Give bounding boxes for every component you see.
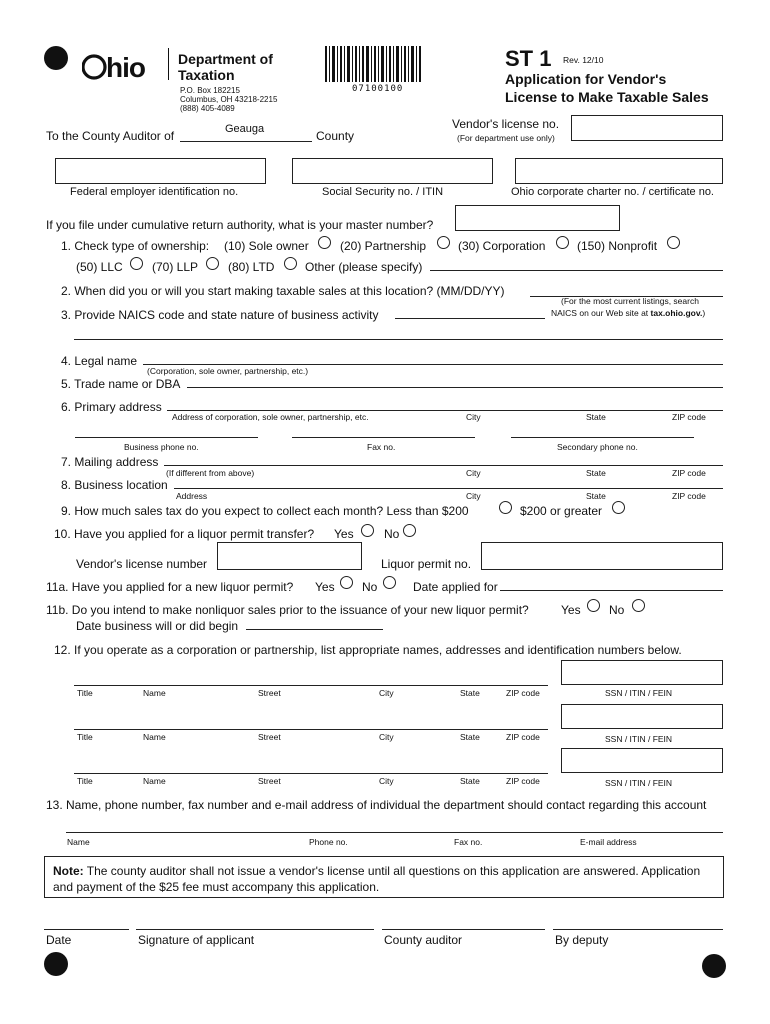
- officer-row-2-street: Street: [258, 732, 281, 742]
- naics-input[interactable]: [395, 318, 545, 319]
- county-auditor-label: To the County Auditor of: [46, 129, 175, 143]
- location-zip-label: ZIP code: [672, 491, 706, 501]
- county-line: [180, 141, 312, 142]
- ssn-label: Social Security no. / ITIN: [322, 186, 444, 198]
- legal-name-input[interactable]: [143, 364, 723, 365]
- liquor-transfer-yes-radio[interactable]: [361, 524, 374, 537]
- business-phone-input[interactable]: [75, 437, 258, 438]
- officer-row-2-id-input[interactable]: [561, 704, 723, 729]
- officer-row-3-state: State: [460, 776, 480, 786]
- department-name-line1: Department of: [178, 51, 273, 67]
- location-address-sub: Address: [176, 491, 208, 501]
- nonliquor-no-radio[interactable]: [632, 599, 645, 612]
- department-address-line2: Columbus, OH 43218-2215: [180, 95, 278, 104]
- ownership-corporation-label: (30) Corporation: [458, 239, 546, 253]
- new-liquor-no-radio[interactable]: [383, 576, 396, 589]
- ownership-sole-owner-label: (10) Sole owner: [224, 239, 309, 253]
- naics-note-line2: [551, 309, 705, 318]
- mailing-address-input[interactable]: [164, 465, 723, 466]
- form-title-line2: License to Make Taxable Sales: [505, 89, 709, 105]
- master-number-label: If you file under cumulative return authority, what is your master number?: [46, 218, 434, 232]
- nonliquor-no-label: No: [609, 603, 625, 617]
- date-applied-label: Date applied for: [413, 580, 498, 594]
- business-location-input[interactable]: [174, 488, 723, 489]
- contact-name-label: Name: [67, 837, 90, 847]
- contact-email-label: E-mail address: [580, 837, 637, 847]
- legal-name-note: (Corporation, sole owner, partnership, etc.): [147, 366, 309, 376]
- registration-mark-bottom-left: [44, 952, 68, 976]
- ownership-label: 1. Check type of ownership:: [61, 239, 210, 253]
- new-liquor-no-label: No: [362, 580, 378, 594]
- note-text-line2: and payment of the $25 fee must accompany this application.: [53, 880, 380, 894]
- officer-row-1-state: State: [460, 688, 480, 698]
- officer-row-1-id-input[interactable]: [561, 660, 723, 685]
- ssn-input[interactable]: [292, 158, 493, 184]
- officer-row-2-city: City: [379, 732, 394, 742]
- liquor-transfer-yes-label: Yes: [334, 527, 354, 541]
- monthly-tax-200-more-radio[interactable]: [612, 501, 625, 514]
- secondary-phone-label: Secondary phone no.: [557, 442, 638, 452]
- form-title-line1: Application for Vendor's: [505, 71, 667, 87]
- officer-row-3-line[interactable]: [74, 773, 548, 774]
- officer-row-2-title: Title: [77, 732, 93, 742]
- officer-row-1-street: Street: [258, 688, 281, 698]
- officer-row-1-city: City: [379, 688, 394, 698]
- signature-deputy-line[interactable]: [553, 929, 723, 930]
- county-suffix: County: [316, 129, 355, 143]
- nonliquor-sales-label: 11b. Do you intend to make nonliquor sales prior to the issuance of your new liquor permit?: [46, 603, 529, 617]
- mailing-city-label: City: [466, 468, 481, 478]
- officer-row-2-id-label: SSN / ITIN / FEIN: [605, 734, 673, 744]
- new-liquor-yes-label: Yes: [315, 580, 335, 594]
- officer-row-3-street: Street: [258, 776, 281, 786]
- mailing-address-sub: (If different from above): [166, 468, 255, 478]
- ownership-ltd-radio[interactable]: [284, 257, 297, 270]
- vendor-license-input[interactable]: [571, 115, 723, 141]
- fax-input[interactable]: [292, 437, 475, 438]
- ownership-llc-radio[interactable]: [130, 257, 143, 270]
- fein-label: Federal employer identification no.: [70, 186, 239, 198]
- form-revision: Rev. 12/10: [563, 55, 604, 65]
- liquor-permit-label: Liquor permit no.: [381, 557, 472, 571]
- ownership-llc-label: (50) LLC: [76, 260, 123, 274]
- barcode-bars: [325, 46, 421, 82]
- ownership-other-input[interactable]: [430, 270, 723, 271]
- primary-address-input[interactable]: [167, 410, 723, 411]
- officer-row-2-zip: ZIP code: [506, 732, 540, 742]
- department-name-line2: Taxation: [178, 67, 235, 83]
- vendor-license-label: Vendor's license no.: [452, 117, 560, 131]
- contact-input[interactable]: [66, 832, 723, 833]
- signature-applicant-line[interactable]: [136, 929, 374, 930]
- nonliquor-yes-radio[interactable]: [587, 599, 600, 612]
- contact-fax-label: Fax no.: [454, 837, 483, 847]
- nonliquor-yes-label: Yes: [561, 603, 581, 617]
- ownership-nonprofit-radio[interactable]: [667, 236, 680, 249]
- legal-name-label: 4. Legal name: [61, 354, 138, 368]
- contact-phone-label: Phone no.: [309, 837, 348, 847]
- signature-date-label: Date: [46, 933, 72, 947]
- officer-row-1-name: Name: [143, 688, 166, 698]
- fein-input[interactable]: [55, 158, 266, 184]
- county-input[interactable]: Geauga: [225, 123, 265, 135]
- officer-row-3-city: City: [379, 776, 394, 786]
- primary-address-label: 6. Primary address: [61, 400, 162, 414]
- signature-date-line[interactable]: [44, 929, 129, 930]
- monthly-tax-200-more-label: $200 or greater: [520, 504, 603, 518]
- business-begin-input[interactable]: [246, 629, 383, 630]
- trade-name-label: 5. Trade name or DBA: [61, 377, 181, 391]
- liquor-transfer-label: 10. Have you applied for a liquor permit transfer?: [54, 527, 315, 541]
- primary-address-sub: Address of corporation, sole owner, partnership, etc.: [172, 412, 369, 422]
- officer-row-1-id-label: SSN / ITIN / FEIN: [605, 688, 673, 698]
- tax-ohio-link[interactable]: tax.ohio.gov.: [650, 308, 703, 318]
- master-number-input[interactable]: [455, 205, 620, 231]
- location-state-label: State: [586, 491, 606, 501]
- fax-label: Fax no.: [367, 442, 396, 452]
- officer-row-2-name: Name: [143, 732, 166, 742]
- signature-auditor-label: County auditor: [384, 933, 463, 947]
- ownership-nonprofit-label: (150) Nonprofit: [577, 239, 658, 253]
- new-liquor-permit-label: 11a. Have you applied for a new liquor permit?: [46, 580, 294, 594]
- officer-row-3-title: Title: [77, 776, 93, 786]
- business-location-label: 8. Business location: [61, 478, 168, 492]
- naics-input-line2[interactable]: [74, 339, 723, 340]
- signature-deputy-label: By deputy: [555, 933, 609, 947]
- monthly-tax-label: 9. How much sales tax do you expect to collect each month? Less than $200: [61, 504, 469, 518]
- date-applied-input[interactable]: [500, 590, 723, 591]
- officer-row-1-title: Title: [77, 688, 93, 698]
- location-city-label: City: [466, 491, 481, 501]
- department-phone: (888) 405-4089: [180, 104, 235, 113]
- signature-auditor-line[interactable]: [382, 929, 545, 930]
- ownership-llp-radio[interactable]: [206, 257, 219, 270]
- charter-label: Ohio corporate charter no. / certificate no.: [511, 186, 714, 198]
- ownership-partnership-radio[interactable]: [437, 236, 450, 249]
- ownership-ltd-label: (80) LTD: [228, 260, 275, 274]
- ownership-llp-label: (70) LLP: [152, 260, 199, 274]
- ownership-corporation-radio[interactable]: [556, 236, 569, 249]
- liquor-permit-input[interactable]: [481, 542, 723, 570]
- officer-row-2-state: State: [460, 732, 480, 742]
- primary-city-label: City: [466, 412, 481, 422]
- barcode: [325, 46, 421, 85]
- form-id: ST 1: [505, 46, 552, 71]
- ownership-sole-owner-radio[interactable]: [318, 236, 331, 249]
- vendor-license-note: (For department use only): [457, 133, 555, 143]
- officer-row-2-line[interactable]: [74, 729, 548, 730]
- note-box: [44, 856, 724, 898]
- naics-note-prefix: NAICS on our Web site at: [551, 308, 651, 318]
- mailing-address-label: 7. Mailing address: [61, 455, 159, 469]
- naics-label: 3. Provide NAICS code and state nature of business activity: [61, 308, 379, 322]
- officers-label: 12. If you operate as a corporation or partnership, list appropriate names, addresses and identification numbers below.: [54, 643, 682, 657]
- officer-row-3-name: Name: [143, 776, 166, 786]
- barcode-number: 07100100: [352, 84, 404, 94]
- business-phone-label: Business phone no.: [124, 442, 199, 452]
- note-bold: Note:: [53, 864, 84, 878]
- logo-divider: [168, 48, 169, 80]
- mailing-state-label: State: [586, 468, 606, 478]
- officer-row-1-zip: ZIP code: [506, 688, 540, 698]
- officer-row-3-id-label: SSN / ITIN / FEIN: [605, 778, 673, 788]
- naics-note-line1: (For the most current listings, search: [561, 296, 699, 306]
- transfer-vendor-license-input[interactable]: [217, 542, 362, 570]
- monthly-tax-less-200-radio[interactable]: [499, 501, 512, 514]
- registration-mark-top-left: [44, 46, 68, 70]
- liquor-transfer-no-label: No: [384, 527, 400, 541]
- naics-note-suffix: ): [702, 308, 706, 318]
- ohio-logo-text: hio: [106, 52, 145, 83]
- officer-row-3-id-input[interactable]: [561, 748, 723, 773]
- business-begin-label: Date business will or did begin: [76, 619, 239, 633]
- officer-row-1-line[interactable]: [74, 685, 548, 686]
- transfer-vendor-license-label: Vendor's license number: [76, 557, 208, 571]
- department-address-line1: P.O. Box 182215: [180, 86, 240, 95]
- contact-label: 13. Name, phone number, fax number and e-mail address of individual the department should contact regarding this account: [46, 798, 707, 812]
- ownership-other-label: Other (please specify): [305, 260, 423, 274]
- ownership-partnership-label: (20) Partnership: [340, 239, 427, 253]
- signature-applicant-label: Signature of applicant: [138, 933, 255, 947]
- officer-row-3-zip: ZIP code: [506, 776, 540, 786]
- note-text: The county auditor shall not issue a vendor's license until all questions on this application are answered. Application: [83, 864, 701, 878]
- registration-mark-bottom-right: [702, 954, 726, 978]
- new-liquor-yes-radio[interactable]: [340, 576, 353, 589]
- trade-name-input[interactable]: [187, 387, 723, 388]
- charter-input[interactable]: [515, 158, 723, 184]
- primary-zip-label: ZIP code: [672, 412, 706, 422]
- mailing-zip-label: ZIP code: [672, 468, 706, 478]
- secondary-phone-input[interactable]: [511, 437, 694, 438]
- liquor-transfer-no-radio[interactable]: [403, 524, 416, 537]
- start-date-label: 2. When did you or will you start making taxable sales at this location? (MM/DD/YY): [61, 284, 505, 298]
- primary-state-label: State: [586, 412, 606, 422]
